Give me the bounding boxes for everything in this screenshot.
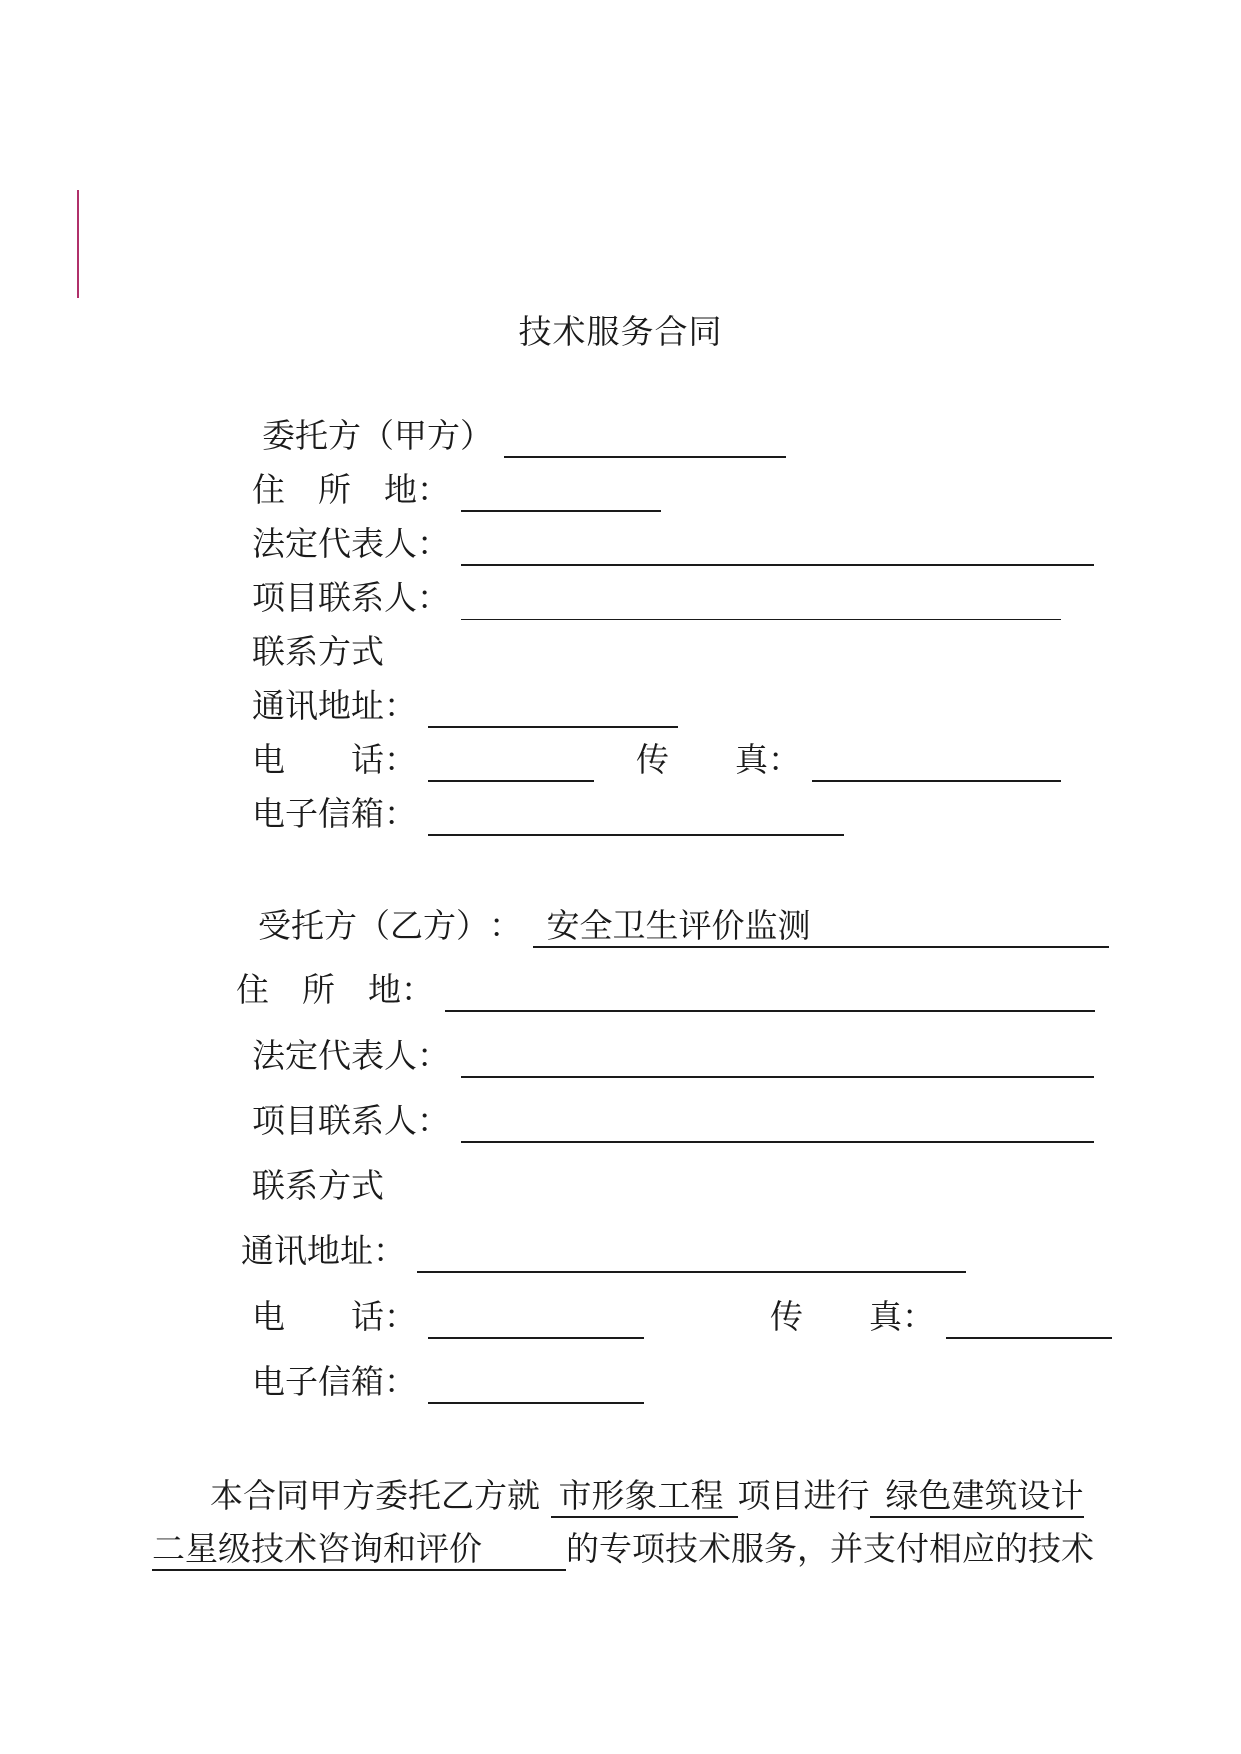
party-a-email-field[interactable] (428, 792, 844, 836)
party-a-contact-method-label: 联系方式 (252, 632, 384, 671)
party-a-address-row: 住 所 地： (252, 468, 661, 512)
party-a-fax-field[interactable] (812, 738, 1061, 782)
party-b-address-field[interactable] (445, 968, 1095, 1012)
party-b-contact-field[interactable] (461, 1099, 1094, 1143)
party-b-phone-field[interactable] (428, 1295, 644, 1339)
party-a-heading: 委托方（甲方） (262, 416, 493, 455)
service-part-2: 二星级技术咨询和评价 (152, 1529, 566, 1571)
party-a-address-label: 住 所 地 (252, 470, 417, 509)
party-a-phone-field[interactable] (428, 738, 594, 782)
party-a-rep-field[interactable] (461, 522, 1094, 566)
party-b-contact-label: 项目联系人 (252, 1101, 417, 1140)
party-a-mail-label: 通讯地址 (252, 686, 384, 725)
party-a-fax-label: 传 真 (636, 740, 768, 779)
party-b-address-label: 住 所 地 (236, 970, 401, 1009)
party-a-name-field[interactable] (504, 414, 786, 458)
party-b-email-row: 电子信箱： (252, 1360, 644, 1404)
party-b-fax-field[interactable] (946, 1295, 1112, 1339)
party-a-phone-fax-row: 电 话： 传 真： (252, 738, 1061, 782)
party-a-contact-label: 项目联系人 (252, 578, 417, 617)
party-a-rep-row: 法定代表人： (252, 522, 1094, 566)
service-part-1: 绿色建筑设计 (870, 1476, 1084, 1518)
body-mid-text: 项目进行 (737, 1476, 870, 1515)
party-a-phone-label: 电 话 (252, 740, 384, 779)
party-a-mail-field[interactable] (428, 684, 678, 728)
body-intro-text: 本合同甲方委托乙方就 (210, 1476, 540, 1515)
party-b-address-row: 住 所 地： (236, 968, 1095, 1012)
party-a-rep-label: 法定代表人 (252, 524, 417, 563)
party-b-rep-label: 法定代表人 (252, 1036, 417, 1075)
party-b-phone-fax-row: 电 话： 传 真： (252, 1295, 1112, 1339)
party-b-email-field[interactable] (428, 1360, 644, 1404)
party-b-mail-field[interactable] (417, 1229, 966, 1273)
party-a-heading-row (262, 414, 786, 458)
party-b-rep-field[interactable] (461, 1034, 1094, 1078)
party-b-rep-row: 法定代表人： (252, 1034, 1094, 1078)
party-a-contact-field[interactable] (461, 576, 1061, 620)
margin-mark (77, 190, 79, 298)
party-a-contact-row: 项目联系人： (252, 576, 1061, 620)
party-b-contact-row: 项目联系人： (252, 1099, 1094, 1143)
party-b-email-label: 电子信箱 (252, 1362, 384, 1401)
party-b-mail-label: 通讯地址 (241, 1231, 373, 1270)
body-line-2 (152, 1527, 1094, 1571)
party-a-address-field[interactable] (461, 468, 661, 512)
party-b-fax-label: 传 真 (770, 1297, 902, 1336)
party-b-heading: 受托方（乙方） (258, 906, 489, 945)
party-b-phone-label: 电 话 (252, 1297, 384, 1336)
party-b-name-field[interactable]: 安全卫生评价监测 (533, 904, 1109, 948)
party-b-contact-method-row (252, 1164, 384, 1208)
party-a-mail-row: 通讯地址： (252, 684, 678, 728)
party-a-email-row: 电子信箱： (252, 792, 844, 836)
body-end-text: 的专项技术服务，并支付相应的技术 (566, 1529, 1094, 1568)
body-line-1 (210, 1474, 1084, 1518)
party-b-heading-row: 受托方（乙方）： 安全卫生评价监测 (258, 904, 1109, 948)
party-a-contact-method-row (252, 630, 384, 674)
party-b-mail-row: 通讯地址： (241, 1229, 966, 1273)
document-title: 技术服务合同 (518, 312, 723, 351)
party-a-email-label: 电子信箱 (252, 794, 384, 833)
party-b-contact-method-label: 联系方式 (252, 1166, 384, 1205)
project-name: 市形象工程 (551, 1476, 738, 1518)
